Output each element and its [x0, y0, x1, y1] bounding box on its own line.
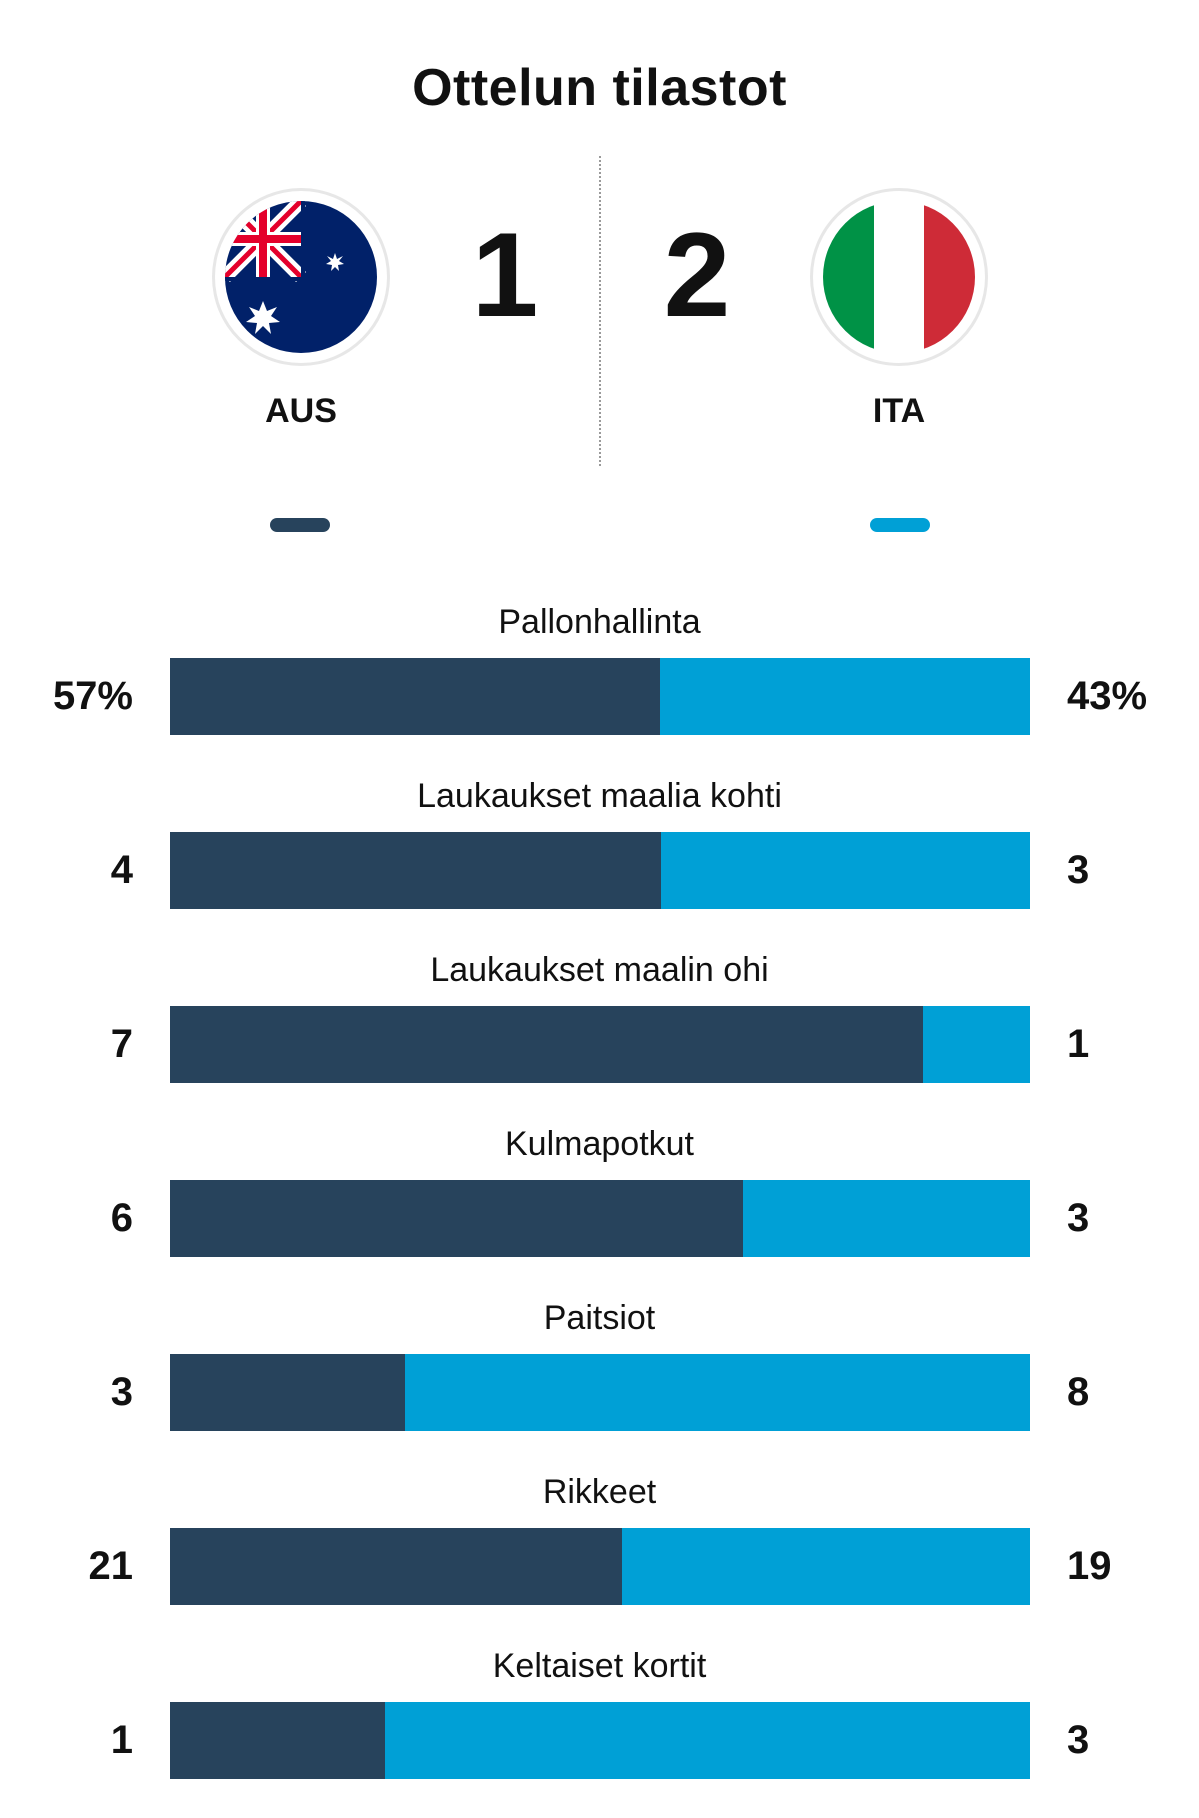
home-team-code: AUS — [265, 392, 337, 430]
stat-label: Keltaiset kortit — [492, 1647, 707, 1685]
page-title: Ottelun tilastot — [412, 59, 787, 117]
stat-label: Laukaukset maalin ohi — [430, 951, 769, 989]
home-value: 6 — [110, 1196, 133, 1240]
away-bar-segment — [405, 1354, 1030, 1431]
home-bar-segment — [170, 832, 661, 909]
away-bar-segment — [660, 658, 1030, 735]
stat-bar — [170, 1006, 1030, 1083]
home-value: 1 — [110, 1718, 133, 1762]
away-value: 3 — [1067, 848, 1090, 892]
stat-label: Laukaukset maalia kohti — [417, 777, 782, 815]
stat-bar — [170, 1354, 1030, 1431]
home-legend-swatch — [270, 518, 330, 532]
australia-flag-icon — [215, 191, 387, 363]
stat-row — [0, 1296, 1199, 1470]
stat-row — [0, 1470, 1199, 1644]
home-value: 57% — [52, 674, 133, 718]
away-bar-segment — [923, 1006, 1031, 1083]
stat-bar — [170, 832, 1030, 909]
stat-row — [0, 774, 1199, 948]
stat-label: Kulmapotkut — [505, 1125, 694, 1163]
stat-label: Rikkeet — [542, 1473, 657, 1511]
away-value: 3 — [1067, 1196, 1090, 1240]
stat-bar — [170, 1702, 1030, 1779]
stat-bar — [170, 1528, 1030, 1605]
away-value: 43% — [1067, 674, 1148, 718]
stat-row — [0, 600, 1199, 774]
away-value: 8 — [1067, 1370, 1090, 1414]
home-bar-segment — [170, 1006, 923, 1083]
home-bar-segment — [170, 1354, 405, 1431]
home-value: 4 — [110, 848, 133, 892]
stat-row — [0, 1122, 1199, 1296]
home-value: 21 — [88, 1544, 133, 1588]
home-value: 3 — [110, 1370, 133, 1414]
away-bar-segment — [743, 1180, 1030, 1257]
away-score: 2 — [663, 208, 731, 342]
stat-row — [0, 948, 1199, 1122]
away-team-code: ITA — [872, 392, 926, 430]
score-divider — [599, 156, 601, 466]
home-bar-segment — [170, 1180, 743, 1257]
away-value: 1 — [1067, 1022, 1090, 1066]
away-bar-segment — [385, 1702, 1030, 1779]
stat-label: Pallonhallinta — [498, 603, 701, 641]
italy-flag-icon — [813, 191, 985, 363]
home-bar-segment — [170, 1528, 622, 1605]
away-bar-segment — [622, 1528, 1031, 1605]
home-bar-segment — [170, 658, 660, 735]
home-value: 7 — [110, 1022, 133, 1066]
stat-bar — [170, 658, 1030, 735]
stat-label: Paitsiot — [543, 1299, 656, 1337]
away-value: 3 — [1067, 1718, 1090, 1762]
away-value: 19 — [1067, 1544, 1112, 1588]
stat-bar — [170, 1180, 1030, 1257]
away-legend-swatch — [870, 518, 930, 532]
home-score: 1 — [471, 208, 539, 342]
stat-row — [0, 1644, 1199, 1818]
home-bar-segment — [170, 1702, 385, 1779]
away-bar-segment — [661, 832, 1030, 909]
